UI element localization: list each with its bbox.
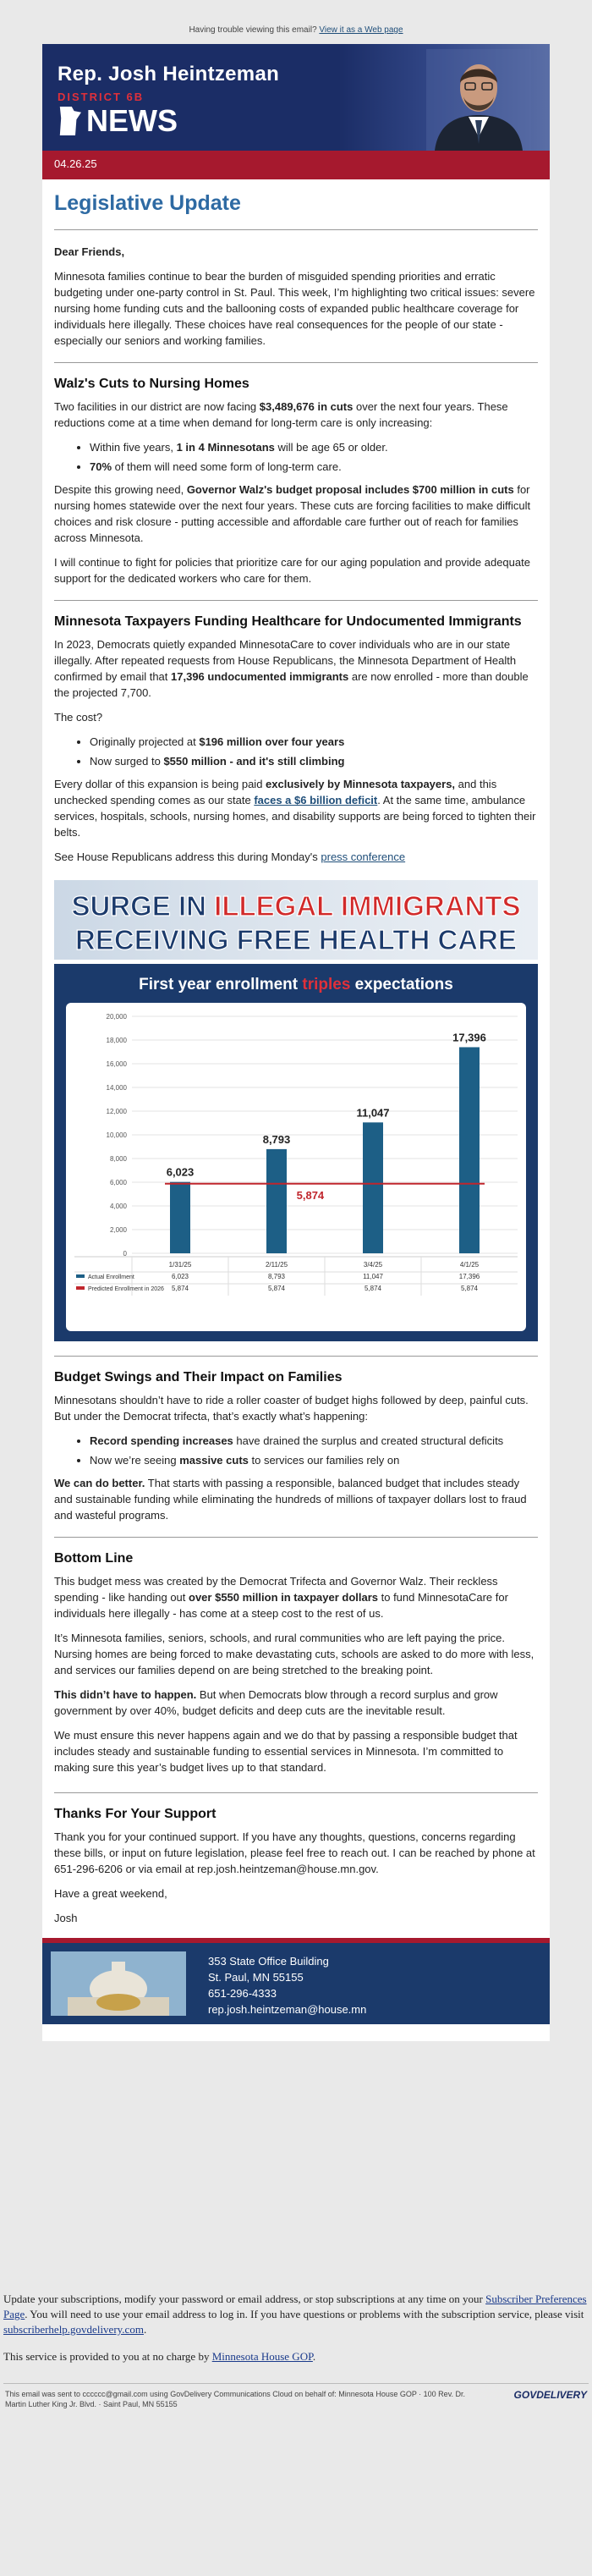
chart-bar <box>170 1182 190 1253</box>
budget-paragraph-1: Minnesotans shouldn’t have to ride a roller coaster of budget highs followed by deep, painful cuts. But under the Democrat trifecta, that’s exactly what’s happening: <box>54 1394 529 1423</box>
y-tick-label: 18,000 <box>106 1037 127 1044</box>
press-conference-link[interactable]: press conference <box>321 850 406 863</box>
representative-name: Rep. Josh Heintzeman <box>58 63 280 85</box>
signature: Josh <box>54 1912 78 1924</box>
subscription-text: Update your subscriptions, modify your password or email address, or stop subscriptions at any time on your Subscriber Preferences Page. You will need to use your email address to log in. If you have questions or problems with the subscription service, please visit subscriberhelp.govdelivery.com. <box>3 2293 587 2336</box>
govdelivery-logo[interactable]: GOVDELIVERY <box>513 2389 587 2401</box>
divider <box>54 600 538 601</box>
list-item: • Record spending increases have drained the surplus and created structural deficits <box>90 1433 538 1449</box>
phone-number: 651-296-4333 <box>208 1987 277 2000</box>
divider <box>54 1537 538 1538</box>
subscriber-preferences-link[interactable]: Subscriber Preferences Page <box>3 2293 587 2320</box>
section-heading-nursing: Walz's Cuts to Nursing Homes <box>54 377 249 391</box>
budget-paragraph-2: We can do better. That starts with passing a responsible, balanced budget that includes steady and sustainable funding while eliminating the hundreds of millions of taxpayer dollars lost to fraud and wasteful programs. <box>54 1477 527 1522</box>
nursing-paragraph-3: I will continue to fight for policies that prioritize care for our aging population and provide adequate support for the dedicated workers who care for them. <box>54 556 530 585</box>
list-item: • Now we’re seeing massive cuts to services our families rely on <box>90 1452 538 1468</box>
table-cell: 17,396 <box>458 1273 480 1280</box>
bottom-paragraph-4: We must ensure this never happens again and we do that by passing a responsible budget that includes steady and sustainable funding to essential services in Minnesota. I’m committed to making sure this year’s budget lives up to that standard. <box>54 1729 518 1774</box>
preheader-text: Having trouble viewing this email? <box>189 25 317 35</box>
house-gop-link[interactable]: Minnesota House GOP <box>211 2350 313 2363</box>
page-title: Legislative Update <box>54 191 241 215</box>
subscription-footer <box>0 2292 592 2409</box>
x-tick-label: 2/11/25 <box>265 1261 288 1269</box>
capitol-photo <box>51 1951 186 2016</box>
deficit-link[interactable]: faces a $6 billion deficit <box>254 794 378 806</box>
bottom-paragraph-1: This budget mess was created by the Democrat Trifecta and Governor Walz. Their reckless spending - like handing out over $550 million in taxpayer dollars to fund MinnesotaCare for individuals here illegally - has come at a steep cost to the rest of us. <box>54 1575 508 1620</box>
news-wordmark <box>58 103 178 139</box>
issue-date: 04.26.25 <box>42 151 550 179</box>
district-label: DISTRICT 6B <box>58 91 145 103</box>
preheader <box>0 0 592 37</box>
chart-bar <box>459 1047 480 1253</box>
chart-bar <box>363 1122 383 1253</box>
taxpayers-paragraph-4: See House Republicans address this during Monday's press conference <box>54 850 406 863</box>
bottom-paragraph-2: It’s Minnesota families, seniors, schools, and rural communities who are left paying the price. Nursing homes are being forced to make devastating cuts, schools are asked to do more with less, and services our families depend on are being stretched to the breaking point. <box>54 1632 534 1676</box>
x-tick-label: 4/1/25 <box>459 1261 480 1269</box>
email-body <box>42 44 550 2041</box>
table-cell: 6,023 <box>171 1273 189 1280</box>
footer <box>42 1938 550 2024</box>
table-cell: 5,874 <box>364 1285 382 1292</box>
intro-paragraph: Minnesota families continue to bear the burden of misguided spending priorities and erratic budgeting under one-party control in St. Paul. This week, I’m highlighting two critical issues: severe nursing home funding cuts and the ballooning costs of expanded public healthcare coverage for individuals here illegally. These choices have real consequences for the people of our state - especially our seniors and working families. <box>54 270 535 347</box>
y-tick-label: 16,000 <box>106 1060 127 1068</box>
bar-value-label: 6,023 <box>166 1165 195 1179</box>
x-tick-label: 3/4/25 <box>363 1261 383 1269</box>
divider <box>54 362 538 363</box>
surge-line-2: RECEIVING FREE HEALTH CARE <box>75 924 517 955</box>
greeting: Dear Friends, <box>54 245 125 258</box>
representative-photo <box>426 49 531 151</box>
chart-plot-area <box>66 1003 526 1331</box>
table-cell: 11,047 <box>363 1273 383 1280</box>
y-tick-label: 0 <box>123 1250 127 1258</box>
taxpayers-question: The cost? <box>54 711 103 724</box>
table-cell: 5,874 <box>171 1285 189 1292</box>
list-item: • Within five years, 1 in 4 Minnesotans will be age 65 or older. <box>90 439 538 455</box>
list-item: • Originally projected at $196 million over four years <box>90 734 538 750</box>
sign-off: Have a great weekend, <box>54 1887 167 1900</box>
legend-label: Predicted Enrollment in 2026 <box>88 1286 164 1292</box>
fine-print: This email was sent to cccccc@gmail.com using GovDelivery Communications Cloud on behalf of: Minnesota House GOP · 100 Rev. Dr. Martin Luther King Jr. Blvd. · Saint Paul, MN 55155 <box>5 2390 466 2408</box>
email-address[interactable]: rep.josh.heintzeman@house.mn <box>208 2003 367 2016</box>
address-line-1: 353 State Office Building <box>208 1955 329 1968</box>
list-item: • 70% of them will need some form of long-term care. <box>90 459 538 475</box>
subscriber-help-link[interactable]: subscriberhelp.govdelivery.com <box>3 2323 144 2336</box>
surge-graphic <box>54 880 538 960</box>
minnesota-state-icon <box>58 107 81 135</box>
y-tick-label: 10,000 <box>106 1131 127 1139</box>
enrollment-chart <box>54 964 538 1341</box>
service-text: This service is provided to you at no charge by Minnesota House GOP. <box>3 2350 316 2363</box>
y-tick-label: 4,000 <box>109 1203 127 1210</box>
taxpayers-paragraph-1: In 2023, Democrats quietly expanded MinnesotaCare to cover individuals who are in our state illegally. After repeated requests from House Republicans, the Minnesota Department of Health confirmed by email that 17,396 undocumented immigrants are now enrolled - more than double the projected 7,700. <box>54 638 529 699</box>
bar-value-label: 8,793 <box>262 1132 291 1146</box>
cost-list <box>54 734 538 769</box>
header-banner <box>42 44 550 151</box>
section-heading-thanks: Thanks For Your Support <box>54 1807 217 1821</box>
chart-title: First year enrollment triples expectations <box>139 976 453 994</box>
nursing-paragraph-2: Despite this growing need, Governor Walz's budget proposal includes $700 million in cuts for nursing homes statewide over the next four years. These cuts are forcing facilities to make difficult choices and risk closure - putting accessible and affordable care further out of reach for families across Minnesota. <box>54 483 531 544</box>
nursing-paragraph-1: Two facilities in our district are now facing $3,489,676 in cuts over the next four years. These reductions come at a time when demand for long-term care is only increasing: <box>54 400 508 429</box>
y-tick-label: 8,000 <box>109 1155 127 1163</box>
address-line-2: St. Paul, MN 55155 <box>208 1971 304 1984</box>
list-item: • Now surged to $550 million - and it's still climbing <box>90 753 538 769</box>
divider <box>54 1792 538 1793</box>
y-tick-label: 20,000 <box>106 1013 127 1021</box>
web-view-link[interactable]: View it as a Web page <box>319 25 403 35</box>
bottom-paragraph-3: This didn’t have to happen. But when Democrats blow through a record surplus and grow government by over 40%, budget deficits and deep cuts are the inevitable result. <box>54 1688 498 1717</box>
chart-bar <box>266 1149 287 1253</box>
legend-label: Actual Enrollment <box>88 1274 134 1280</box>
nursing-list <box>54 439 538 475</box>
taxpayers-paragraph-3: Every dollar of this expansion is being paid exclusively by Minnesota taxpayers, and this unchecked spending comes as our state faces a $6 billion deficit. At the same time, ambulance services, hospitals, schools, nursing homes, and disability supports are being forced to tighten their belts. <box>54 778 536 839</box>
budget-list <box>54 1433 538 1468</box>
table-cell: 5,874 <box>267 1285 286 1292</box>
bar-value-label: 17,396 <box>452 1031 486 1044</box>
divider <box>54 1356 538 1357</box>
x-tick-label: 1/31/25 <box>168 1261 192 1269</box>
thanks-paragraph: Thank you for your continued support. If you have any thoughts, questions, concerns regarding these bills, or input on future legislation, please feel free to reach out. I can be reached by phone at 651-296-6206 or via email at rep.josh.heintzeman@house.mn.gov. <box>54 1830 535 1875</box>
section-heading-taxpayers: Minnesota Taxpayers Funding Healthcare for Undocumented Immigrants <box>54 614 522 629</box>
table-cell: 5,874 <box>460 1285 479 1292</box>
surge-line-1: SURGE IN ILLEGAL IMMIGRANTS <box>71 890 521 922</box>
table-cell: 8,793 <box>267 1273 286 1280</box>
bar-value-label: 11,047 <box>356 1106 390 1120</box>
y-tick-label: 12,000 <box>106 1108 127 1115</box>
divider <box>3 2383 589 2384</box>
y-tick-label: 6,000 <box>109 1179 127 1186</box>
divider <box>54 229 538 230</box>
footer-address <box>208 1953 366 2024</box>
news-label: NEWS <box>86 103 178 138</box>
predicted-value-label: 5,874 <box>296 1188 325 1202</box>
y-tick-label: 14,000 <box>106 1084 127 1092</box>
legend-swatch <box>76 1274 85 1278</box>
y-tick-label: 2,000 <box>109 1226 127 1234</box>
section-heading-budget: Budget Swings and Their Impact on Families <box>54 1370 343 1384</box>
section-heading-bottom-line: Bottom Line <box>54 1551 134 1566</box>
legend-swatch <box>76 1286 85 1290</box>
